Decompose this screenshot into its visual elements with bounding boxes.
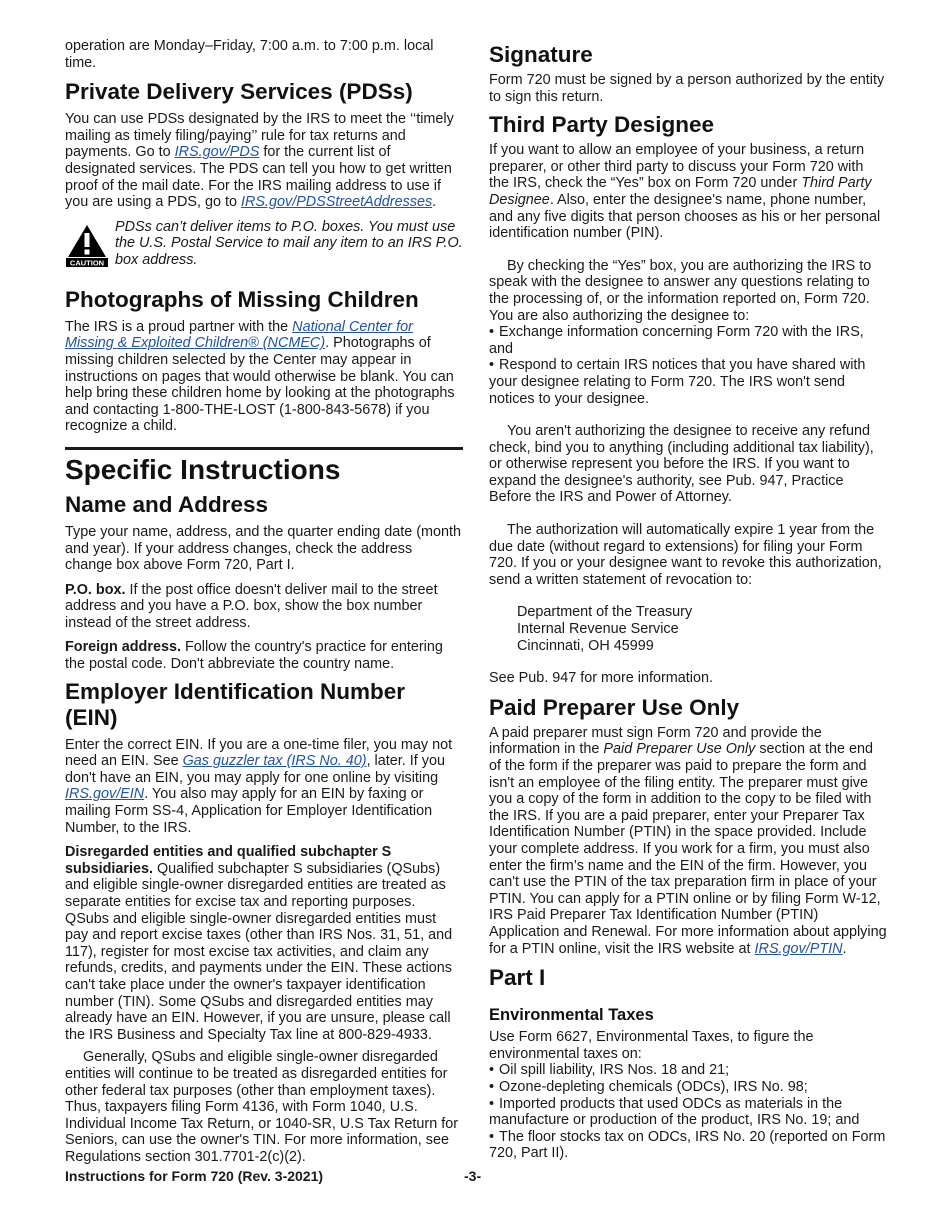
signature-heading: Signature	[489, 42, 593, 67]
signature-paragraph: Form 720 must be signed by a person authorized by the entity to sign this return.	[489, 72, 885, 105]
photos-paragraph: The IRS is a proud partner with the National Center for Missing & Exploited Children® (NCMEC). Photographs of missing children selected by the Center may appear in instructions on pages that would otherwise be blank. You can help bring these children home by looking at the photographs and contacting 1-800-THE-LOST (1-800-843-5678) if you recognize a child.	[65, 318, 455, 435]
disregarded-entities-paragraph: Disregarded entities and qualified subchapter S subsidiaries. Qualified subchapter S subsidiaries (QSubs) and eligible single-owner disregarded entities are treated as separate entities for excise tax and reporting purposes. QSubs and eligible single-owner disregarded entities must pay and report excise taxes (other than IRS Nos. 31, 51, and 117), register for most excise tax activities, and claim any refunds, credits, and payments under the EIN. These actions can't take place under the owner's taxpayer identification number (TIN). Some QSubs and disregarded entities may already have an EIN. However, if you are unsure, please call the IRS Business and Specialty Tax line at 800-829-4933.	[65, 844, 453, 1043]
caution-text: PDSs can’t deliver items to P.O. boxes. You must use the U.S. Postal Service to mail any item to an IRS P.O. box address.	[115, 218, 463, 268]
tpd-bullet-2: • Respond to certain IRS notices that you have shared with your designee relating to Form 720. The IRS won't send notices to your designee.	[489, 357, 887, 407]
foreign-address-paragraph: Foreign address. Follow the country's practice for entering the postal code. Don't abbreviate the country name.	[65, 639, 443, 673]
pds-heading: Private Delivery Services (PDSs)	[65, 79, 413, 105]
name-address-paragraph: Type your name, address, and the quarter ending date (month and year). If your address changes, check the address change box above Form 720, Part I.	[65, 523, 461, 574]
caution-label: CAUTION	[69, 258, 105, 268]
left-column	[65, 38, 463, 1166]
env-bullet-4: • The floor stocks tax on ODCs, IRS No. 20 (reported on Form 720, Part II).	[489, 1129, 887, 1162]
tpd-paragraph-2: By checking the “Yes” box, you are authorizing the IRS to speak with the designee to answer any questions relating to the processing of, or the information reported on, Form 720. You are also authorizing the designee to:	[489, 257, 872, 324]
env-bullet-1: • Oil spill liability, IRS Nos. 18 and 21;	[489, 1062, 887, 1079]
photos-heading: Photographs of Missing Children	[65, 286, 419, 312]
specific-instructions-heading: Specific Instructions	[65, 453, 341, 485]
address-line-1: Department of the Treasury	[517, 604, 693, 621]
pub-947-note: See Pub. 947 for more information.	[489, 670, 713, 687]
gas-guzzler-link[interactable]: Gas guzzler tax (IRS No. 40)	[182, 753, 367, 770]
tpd-paragraph-4: The authorization will automatically expire 1 year from the due date (without regard to extensions) for filing your Form 720. If you or your designee want to revoke this authorization, send a written statement of revocation to:	[489, 522, 882, 588]
caution-box	[65, 219, 463, 273]
revocation-address	[489, 604, 887, 654]
env-bullet-2: • Ozone-depleting chemicals (ODCs), IRS No. 98;	[489, 1079, 887, 1096]
tpd-paragraph-3: You aren't authorizing the designee to receive any refund check, bind you to anything (including additional tax liability), or otherwise represent you before the IRS. If you want to expand the designee's authority, see Pub. 947, Practice Before the IRS and Power of Attorney.	[489, 423, 874, 506]
pds-link[interactable]: IRS.gov/PDS	[174, 144, 260, 161]
name-address-heading: Name and Address	[65, 491, 268, 517]
ncmec-link[interactable]: National Center for Missing & Exploited Children® (NCMEC)	[65, 318, 413, 352]
tpd-paragraph-1: If you want to allow an employee of your business, a return preparer, or other third party to discuss your Form 720 with the IRS, check the “Yes” box on Form 720 under Third Party Designee. Also, enter the designee's name, phone number, and any five digits that person chooses as his or her personal identification number (PIN).	[489, 142, 881, 242]
right-column	[489, 42, 887, 1162]
caution-icon	[65, 224, 109, 273]
third-party-designee-heading: Third Party Designee	[489, 112, 715, 138]
po-box-paragraph: P.O. box. If the post office doesn't deliver mail to the street address and you have a P.O. box, show the box number instead of the street address.	[65, 581, 438, 631]
ein-heading: Employer Identification Number (EIN)	[65, 678, 406, 730]
part-i-heading: Part I	[489, 965, 546, 991]
tpd-bullet-1: • Exchange information concerning Form 720 with the IRS, and	[489, 324, 887, 357]
pds-paragraph: You can use PDSs designated by the IRS to meet the ‘‘timely mailing as timely filing/paying’’ rule for tax returns and payments. Go to IRS.gov/PDS for the current list of designated services. The PDS can tell you how to get written proof of the mail date. For the IRS mailing address to use if you are using a PDS, go to IRS.gov/PDSStreetAddresses.	[65, 111, 454, 211]
page-footer	[65, 1168, 887, 1184]
section-rule	[65, 447, 463, 450]
continued-paragraph: operation are Monday–Friday, 7:00 a.m. to 7:00 p.m. local time.	[65, 38, 434, 71]
environmental-taxes-heading: Environmental Taxes	[489, 1006, 654, 1025]
generally-paragraph: Generally, QSubs and eligible single-owner disregarded entities will continue to be treated as disregarded entities for other federal tax purposes (other than employment taxes). Thus, taxpayers filing Form 4136, with Form 1040, U.S. Individual Income Tax Return, or 1040-SR, U.S Tax Return for Seniors, can use the owner's TIN. For more information, see Regulations section 301.7701-2(c)(2).	[65, 1049, 458, 1165]
irs-ein-link[interactable]: IRS.gov/EIN	[65, 786, 145, 803]
environmental-taxes-paragraph: Use Form 6627, Environmental Taxes, to figure the environmental taxes on:	[489, 1029, 814, 1062]
env-bullet-3: • Imported products that used ODCs as materials in the manufacture or production of the product, IRS No. 19; and	[489, 1096, 887, 1129]
page-number: -3-	[464, 1168, 482, 1184]
ein-paragraph: Enter the correct EIN. If you are a one-time filer, you may not need an EIN. See Gas guzzler tax (IRS No. 40), later. If you don't have an EIN, you may apply for one online by visiting IRS.gov/EIN. You also may apply for an EIN by faxing or mailing Form SS-4, Application for Employer Identification Number, to the IRS.	[65, 736, 453, 836]
address-line-3: Cincinnati, OH 45999	[517, 637, 654, 654]
irs-ptin-link[interactable]: IRS.gov/PTIN	[754, 940, 843, 957]
pds-street-link[interactable]: IRS.gov/PDSStreetAddresses	[241, 194, 433, 211]
paid-preparer-heading: Paid Preparer Use Only	[489, 694, 740, 720]
footer-title: Instructions for Form 720 (Rev. 3-2021)	[65, 1168, 324, 1184]
address-line-2: Internal Revenue Service	[517, 621, 679, 638]
paid-preparer-paragraph: A paid preparer must sign Form 720 and provide the information in the Paid Preparer Use Only section at the end of the form if the preparer was paid to prepare the form and isn't an employee of the filing entity. The preparer must give you a copy of the form in addition to the copy to be filed with the IRS. If you are a paid preparer, enter your Preparer Tax Identification Number (PTIN) in the space provided. Include your complete address. If you work for a firm, you must also enter the firm’s name and the EIN of the firm. However, you can't use the PTIN of the tax preparation firm in place of your PTIN. You can apply for a PTIN online or by filing Form W-12, IRS Paid Preparer Tax Identification Number (PTIN) Application and Renewal. For more information about applying for a PTIN online, visit the IRS website at IRS.gov/PTIN.	[489, 724, 887, 957]
